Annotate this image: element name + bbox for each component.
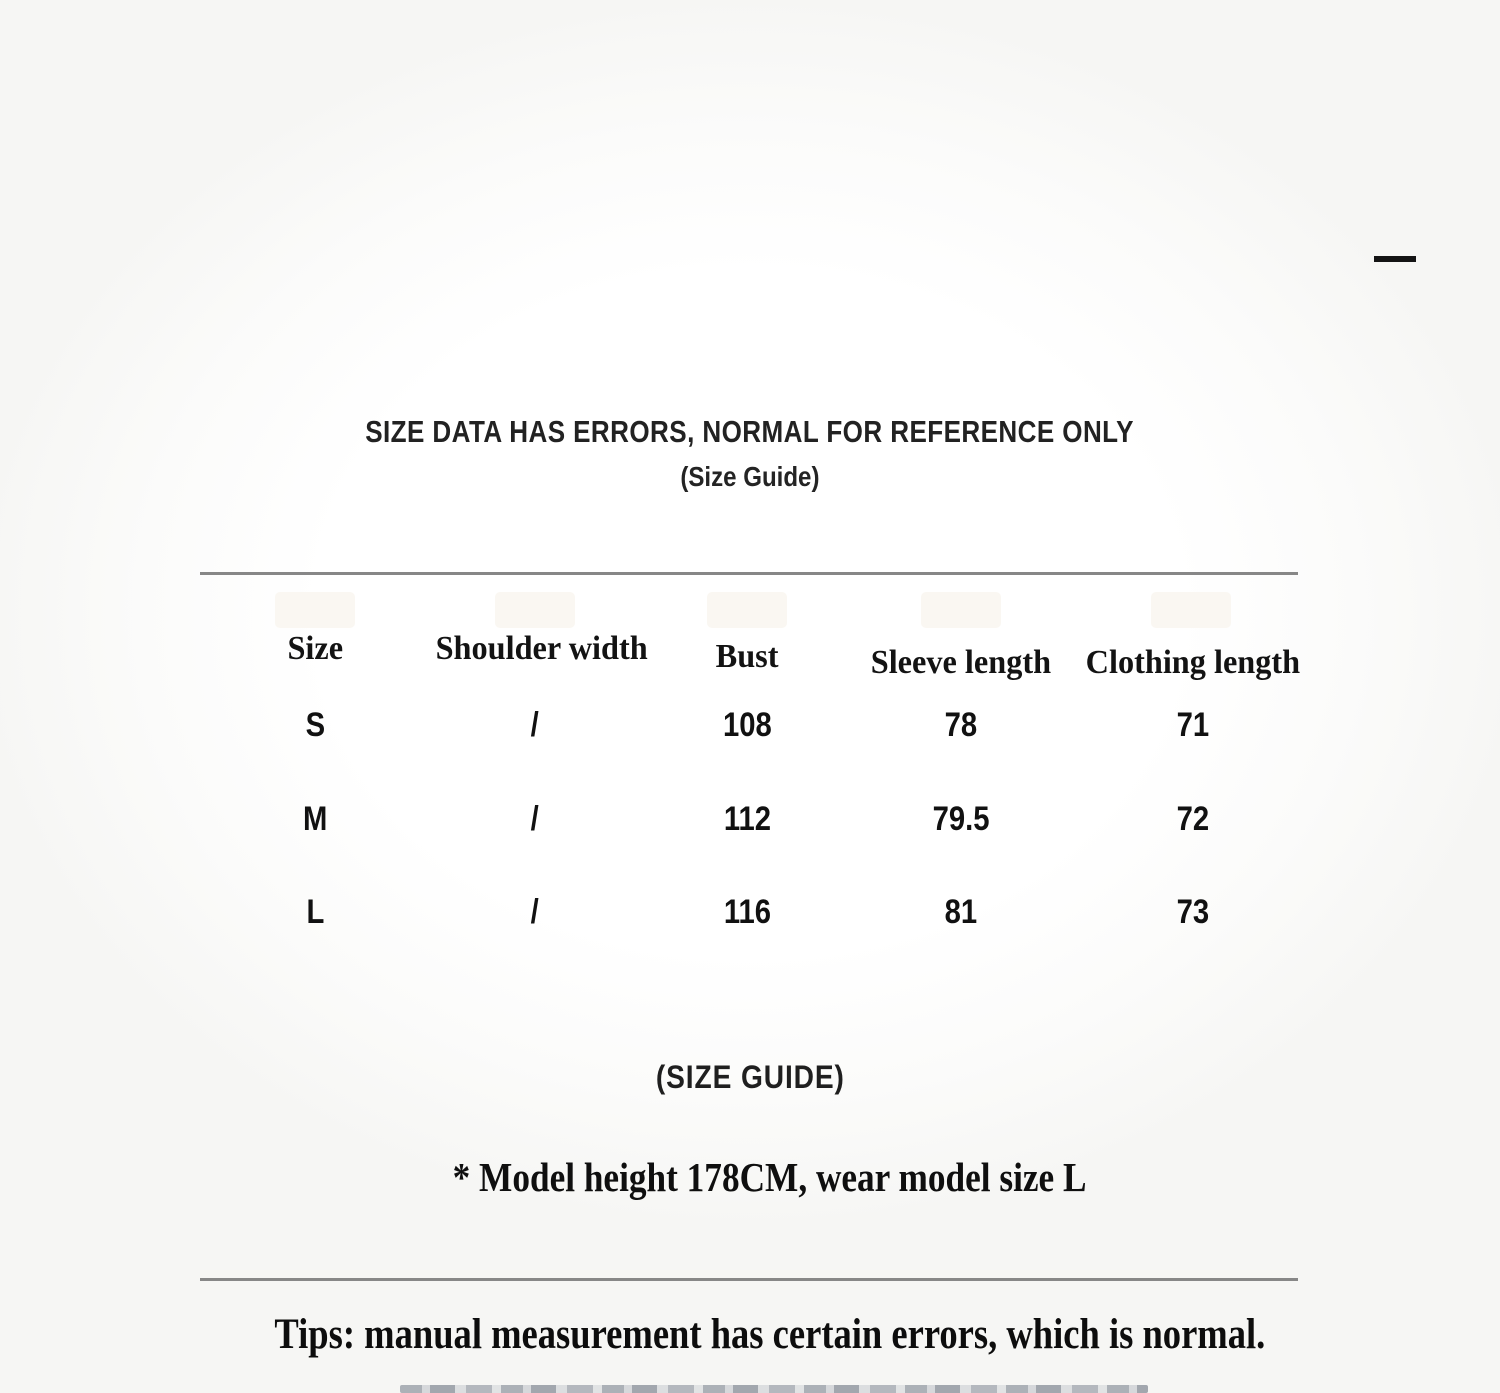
cell-size: L bbox=[306, 893, 324, 931]
cell-bust: 112 bbox=[723, 800, 772, 838]
column-highlight bbox=[495, 592, 575, 628]
column-header-shoulder-width: Shoulder width bbox=[435, 630, 648, 667]
column-highlight bbox=[707, 592, 787, 628]
cell-shoulder-width: / bbox=[530, 706, 540, 744]
minus-dash-icon bbox=[1374, 256, 1416, 262]
cell-bust: 116 bbox=[723, 893, 772, 931]
page-title-text: SIZE DATA HAS ERRORS, NORMAL FOR REFERENCE ONLY bbox=[365, 414, 1135, 449]
column-highlight bbox=[1151, 592, 1231, 628]
column-header-bust: Bust bbox=[716, 638, 779, 675]
table-row-s bbox=[200, 706, 1318, 745]
column-header-clothing-length: Clothing length bbox=[1085, 644, 1300, 681]
cell-shoulder-width: / bbox=[530, 893, 540, 931]
model-height-note: * Model height 178CM, wear model size L bbox=[453, 1154, 1087, 1200]
size-table-header bbox=[200, 630, 1318, 682]
cell-sleeve-length: 81 bbox=[944, 893, 978, 931]
tips-note: Tips: manual measurement has certain errors, which is normal. bbox=[274, 1311, 1266, 1358]
size-guide-caption: (SIZE GUIDE) bbox=[655, 1059, 845, 1095]
cell-size: M bbox=[302, 800, 328, 838]
bottom-divider bbox=[200, 1278, 1298, 1281]
cell-shoulder-width: / bbox=[530, 800, 540, 838]
table-row-l bbox=[200, 893, 1318, 932]
column-highlight bbox=[921, 592, 1001, 628]
cell-size: S bbox=[305, 706, 325, 744]
page-subtitle-text: (Size Guide) bbox=[680, 461, 820, 492]
page-title bbox=[0, 414, 1500, 450]
cell-clothing-length: 73 bbox=[1176, 893, 1209, 931]
cutoff-text-strip bbox=[400, 1385, 1148, 1393]
column-header-sleeve-length: Sleeve length bbox=[870, 644, 1052, 681]
cell-clothing-length: 72 bbox=[1176, 800, 1209, 838]
column-header-size: Size bbox=[287, 630, 343, 667]
cell-bust: 108 bbox=[723, 706, 772, 744]
page-subtitle bbox=[0, 461, 1500, 493]
column-highlight bbox=[275, 592, 355, 628]
cell-sleeve-length: 79.5 bbox=[932, 800, 990, 838]
top-divider bbox=[200, 572, 1298, 575]
cell-clothing-length: 71 bbox=[1176, 706, 1209, 744]
cell-sleeve-length: 78 bbox=[944, 706, 978, 744]
table-row-m bbox=[200, 800, 1318, 839]
